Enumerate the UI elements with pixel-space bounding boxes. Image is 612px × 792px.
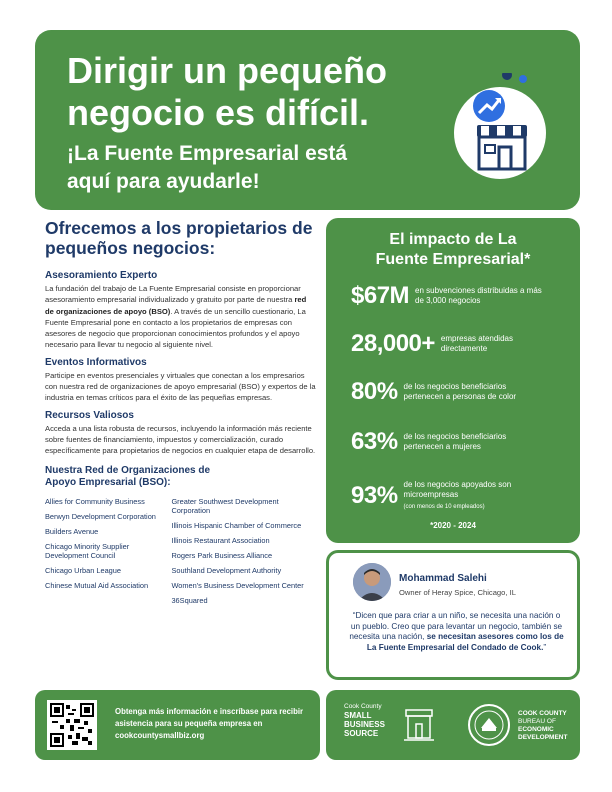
section-heading: Recursos Valiosos xyxy=(45,409,134,421)
stat-people-of-color xyxy=(351,378,534,406)
list-item: Berwyn Development Corporation xyxy=(45,511,156,521)
stat-microbusinesses xyxy=(351,480,534,512)
stat-text: en subvenciones distribuidas a más de 3,000 negocios xyxy=(415,286,542,305)
list-item: Allies for Community Business xyxy=(45,496,145,506)
avatar xyxy=(353,563,391,601)
bso-column-2 xyxy=(171,497,317,611)
section-text: Participe en eventos presenciales y virtuales que conectan a los empresarios con nuestra red de organizaciones de apoyo empresarial (BSO) y expertos de la industria en temas críticos para el éxito de las pequeñas empresas. xyxy=(45,370,316,403)
list-item: Chicago Urban League xyxy=(45,565,122,575)
footer-cta-text: Obtenga más información e inscríbase para recibir asistencia para su pequeña empresa en cookcountysmallbiz.org xyxy=(115,707,304,740)
stat-women xyxy=(351,428,534,456)
section-heading: Eventos Informativos xyxy=(45,356,147,368)
list-item: Chinese Mutual Aid Association xyxy=(45,580,149,590)
qr-code-icon[interactable] xyxy=(47,700,97,750)
bso-network-bold: red de organizaciones de apoyo (BSO) xyxy=(45,295,307,316)
list-item: Chicago Minority Supplier Development Council xyxy=(45,541,130,560)
bso-list xyxy=(45,497,317,611)
impact-footnote: *2020 - 2024 xyxy=(430,521,476,530)
section-text: Acceda a una lista robusta de recursos, incluyendo la información más reciente sobre fuentes de financiamiento, impuestos y comercialización, curado específicamente para propietarios de negocios en cualquier etapa de desarrollo. xyxy=(45,423,316,456)
testimonial-card xyxy=(326,550,580,680)
bso-column-1 xyxy=(45,497,161,611)
stat-text: de los negocios beneficiarios pertenecen a mujeres xyxy=(403,432,507,451)
hero-subtitle: ¡La Fuente Empresarial está aquí para ayudarle! xyxy=(67,142,348,193)
stat-value: 28,000+ xyxy=(351,330,435,357)
stat-text: empresas atendidas directamente xyxy=(440,334,513,353)
list-item: Women's Business Development Center xyxy=(171,580,304,590)
list-item: Southland Development Authority xyxy=(171,565,282,575)
list-item: Greater Southwest Development Corporation xyxy=(171,496,279,515)
list-item: Illinois Restaurant Association xyxy=(171,535,270,545)
stat-text: de los negocios beneficiarios pertenecen a personas de color xyxy=(403,382,517,401)
hero-banner xyxy=(35,30,580,210)
list-item: Illinois Hispanic Chamber of Commerce xyxy=(171,520,302,530)
economic-development-logo: COOK COUNTY BUREAU OF ECONOMIC DEVELOPMENT xyxy=(518,710,568,741)
stat-value: 63% xyxy=(351,428,398,455)
website-link[interactable]: cookcountysmallbiz.org xyxy=(115,731,205,740)
stat-value: 93% xyxy=(351,482,398,509)
stat-text: de los negocios apoyados son microempresas (con menos de 10 empleados) xyxy=(404,480,534,512)
testimonial-quote: “Dicen que para criar a un niño, se necesita una nación o un pueblo. Creo que para levantar un negocio, también se necesita una nación, se necesitan asesores como los de La Fuente Empresarial del Condado de Cook.” xyxy=(349,611,564,652)
list-item: 36Squared xyxy=(171,595,208,605)
storefront-icon xyxy=(404,706,434,744)
storefront-growth-icon xyxy=(445,73,555,193)
section-text: La fundación del trabajo de La Fuente Empresarial consiste en proporcionar asesoramiento empresarial individualizado y gratuito por parte de nuestra red de organizaciones de apoyo (BSO). A través de un sencillo cuestionario, La Fuente Empresarial pone en contacto a los propietarios de empresas con asesores de negocio que proporcionan conocimientos profundos y el apoyo necesario para llevar tu negocio al siguiente nivel. xyxy=(45,284,307,350)
stat-value: 80% xyxy=(351,378,398,405)
stat-businesses xyxy=(351,330,541,358)
impact-panel xyxy=(326,218,580,543)
section-heading: Asesoramiento Experto xyxy=(45,270,158,281)
testimonial-name: Mohammad Salehi xyxy=(399,573,487,584)
stat-note: (con menos de 10 empleados) xyxy=(403,504,485,510)
testimonial-role: Owner of Heray Spice, Chicago, IL xyxy=(399,588,516,597)
stat-value: $67M xyxy=(351,282,410,309)
stat-grants xyxy=(351,282,545,310)
impact-title: El impacto de La Fuente Empresarial* xyxy=(375,231,531,268)
offerings-heading: Ofrecemos a los propietarios de pequeños negocios: xyxy=(45,218,313,258)
list-item: Builders Avenue xyxy=(45,526,99,536)
cook-county-seal-icon xyxy=(468,704,510,746)
list-item: Rogers Park Business Alliance xyxy=(171,550,273,560)
footer-cta xyxy=(35,690,320,760)
offerings-column xyxy=(45,218,317,611)
bso-heading: Nuestra Red de Organizaciones de Apoyo Empresarial (BSO): xyxy=(45,464,211,488)
footer-logos xyxy=(326,690,580,760)
hero-title: Dirigir un pequeño negocio es difícil. xyxy=(67,50,387,133)
small-business-source-logo: Cook County SMALL BUSINESS SOURCE xyxy=(344,703,385,738)
